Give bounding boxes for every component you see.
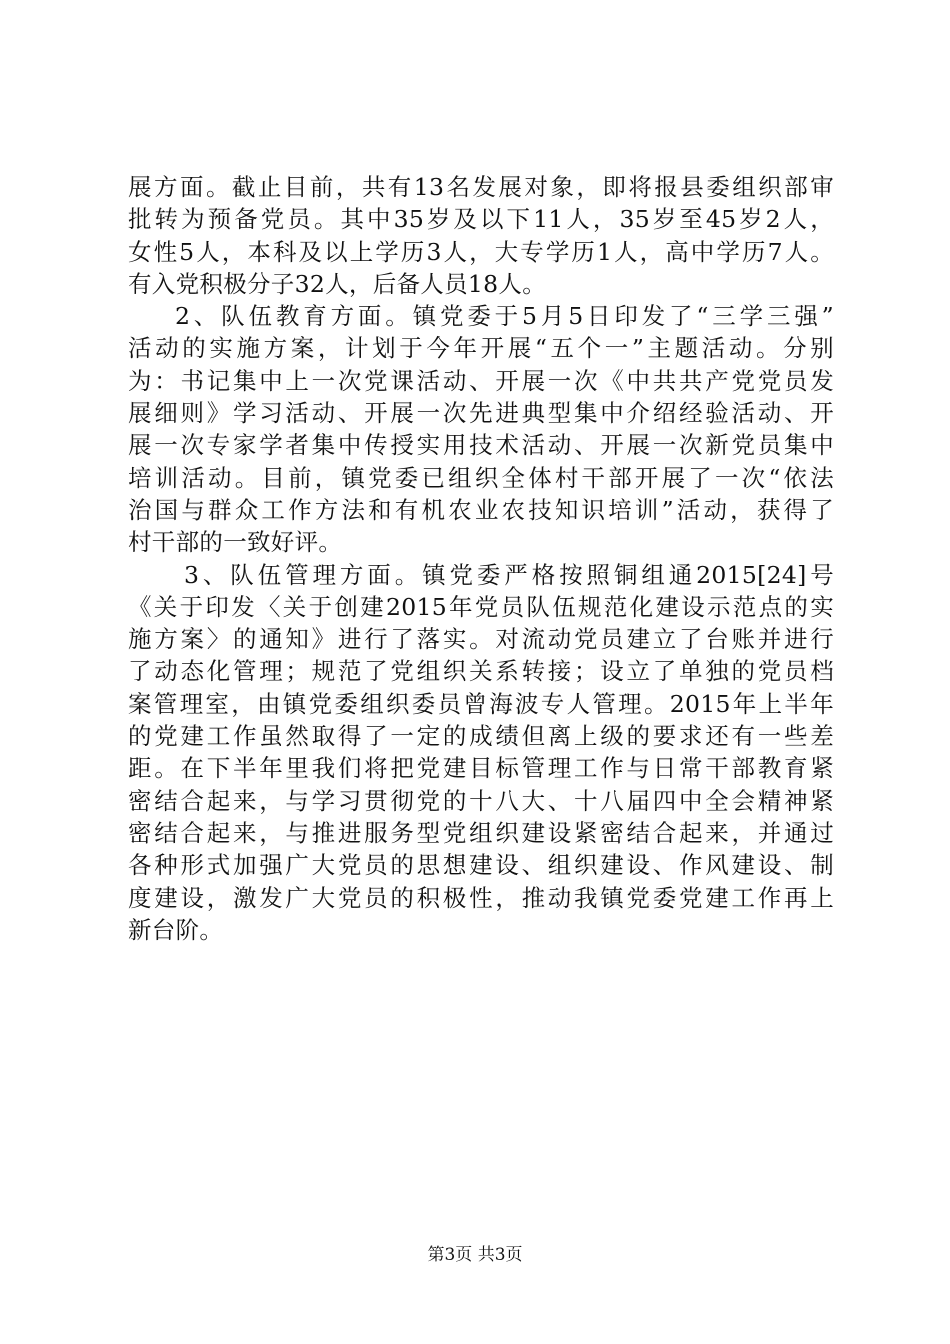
text-line: 为：书记集中上一次党课活动、开展一次《中共共产党党员发 [128,366,834,395]
text-line: 度建设，激发广大党员的积极性，推动我镇党委党建工作再上 [128,883,834,912]
text-line: 展一次专家学者集中传授实用技术活动、开展一次新党员集中 [128,431,834,460]
paragraph-1 [128,171,834,300]
text-line: 培训活动。目前，镇党委已组织全体村干部开展了一次“依法 [128,463,834,492]
text-line: 的党建工作虽然取得了一定的成绩但离上级的要求还有一些差 [128,722,834,751]
text-line: 密结合起来，与推进服务型党组织建设紧密结合起来，并通过 [128,818,834,847]
text-line: 活动的实施方案，计划于今年开展“五个一”主题活动。分别 [128,334,834,363]
text-line: 展细则》学习活动、开展一次先进典型集中介绍经验活动、开 [128,399,834,428]
text-line: 批转为预备党员。其中35岁及以下11人，35岁至45岁2人， [128,205,834,234]
text-line: 展方面。截止目前，共有13名发展对象，即将报县委组织部审 [128,173,834,201]
text-line: 2、队伍教育方面。镇党委于5月5日印发了“三学三强” [175,302,834,331]
text-line: 了动态化管理；规范了党组织关系转接；设立了单独的党员档 [128,657,834,686]
text-line: 新台阶。 [128,915,224,944]
document-body [128,171,834,946]
text-line: 村干部的一致好评。 [128,528,343,557]
text-line: 案管理室，由镇党委组织委员曾海波专人管理。2015年上半年 [128,689,834,718]
text-line: 密结合起来，与学习贯彻党的十八大、十八届四中全会精神紧 [128,786,834,815]
text-line: 3、队伍管理方面。镇党委严格按照铜组通2015[24]号 [184,560,834,589]
text-line: 距。在下半年里我们将把党建目标管理工作与日常干部教育紧 [128,754,834,783]
text-line: 有入党积极分子32人，后备人员18人。 [128,269,547,298]
paragraph-3 [128,559,834,947]
text-line: 各种形式加强广大党员的思想建设、组织建设、作风建设、制 [128,851,834,880]
page-footer: 第3页 共3页 [427,1245,523,1265]
text-line: 施方案〉的通知》进行了落实。对流动党员建立了台账并进行 [128,625,834,654]
text-line: 女性5人，本科及以上学历3人，大专学历1人，高中学历7人。 [128,237,834,266]
paragraph-2 [128,300,834,558]
text-line: 治国与群众工作方法和有机农业农技知识培训”活动，获得了 [128,495,834,524]
text-line: 《关于印发〈关于创建2015年党员队伍规范化建设示范点的实 [128,592,834,621]
